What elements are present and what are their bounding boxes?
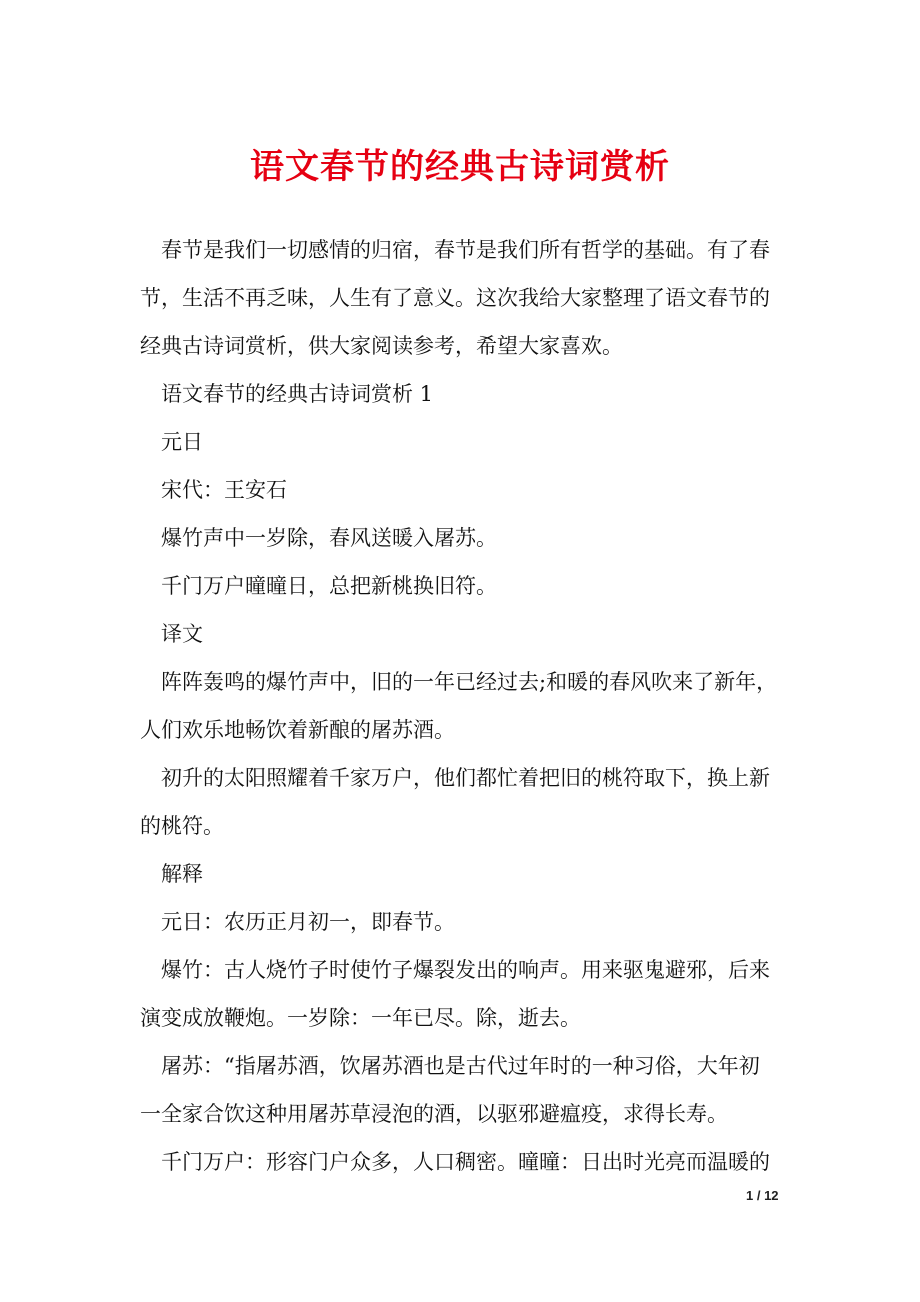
explanation-paragraph: 千门万户：形容门户众多，人口稠密。曈曈：日出时光亮而温暖的 xyxy=(161,1150,770,1174)
poem-line: 千门万户曈曈日，总把新桃换旧符。 xyxy=(161,574,497,598)
document-body xyxy=(140,226,780,1186)
explanation-paragraph: 元日：农历正月初一，即春节。 xyxy=(161,910,455,934)
section-heading: 语文春节的经典古诗词赏析 1 xyxy=(161,382,434,406)
explanation-paragraph: 爆竹：古人烧竹子时使竹子爆裂发出的响声。用来驱鬼避邪，后来演变成放鞭炮。一岁除：一年已尽。除，逝去。 xyxy=(140,958,770,1030)
translation-heading: 译文 xyxy=(161,622,203,646)
poem-line: 爆竹声中一岁除，春风送暖入屠苏。 xyxy=(161,526,497,550)
explanation-paragraph: 屠苏：“指屠苏酒，饮屠苏酒也是古代过年时的一种习俗，大年初一全家合饮这种用屠苏草浸泡的酒，以驱邪避瘟疫，求得长寿。 xyxy=(140,1054,760,1126)
document-title: 语文春节的经典古诗词赏析 xyxy=(250,147,670,187)
translation-paragraph: 初升的太阳照耀着千家万户，他们都忙着把旧的桃符取下，换上新的桃符。 xyxy=(140,766,770,838)
intro-paragraph: 春节是我们一切感情的归宿，春节是我们所有哲学的基础。有了春节，生活不再乏味，人生有了意义。这次我给大家整理了语文春节的经典古诗词赏析，供大家阅读参考，希望大家喜欢。 xyxy=(140,238,770,358)
translation-paragraph: 阵阵轰鸣的爆竹声中，旧的一年已经过去;和暖的春风吹来了新年，人们欢乐地畅饮着新酿的屠苏酒。 xyxy=(140,670,778,742)
page-indicator: 1 / 12 xyxy=(746,1188,779,1203)
poem-title: 元日 xyxy=(161,430,203,454)
explanation-heading: 解释 xyxy=(161,862,203,886)
poem-author: 宋代：王安石 xyxy=(161,478,287,502)
